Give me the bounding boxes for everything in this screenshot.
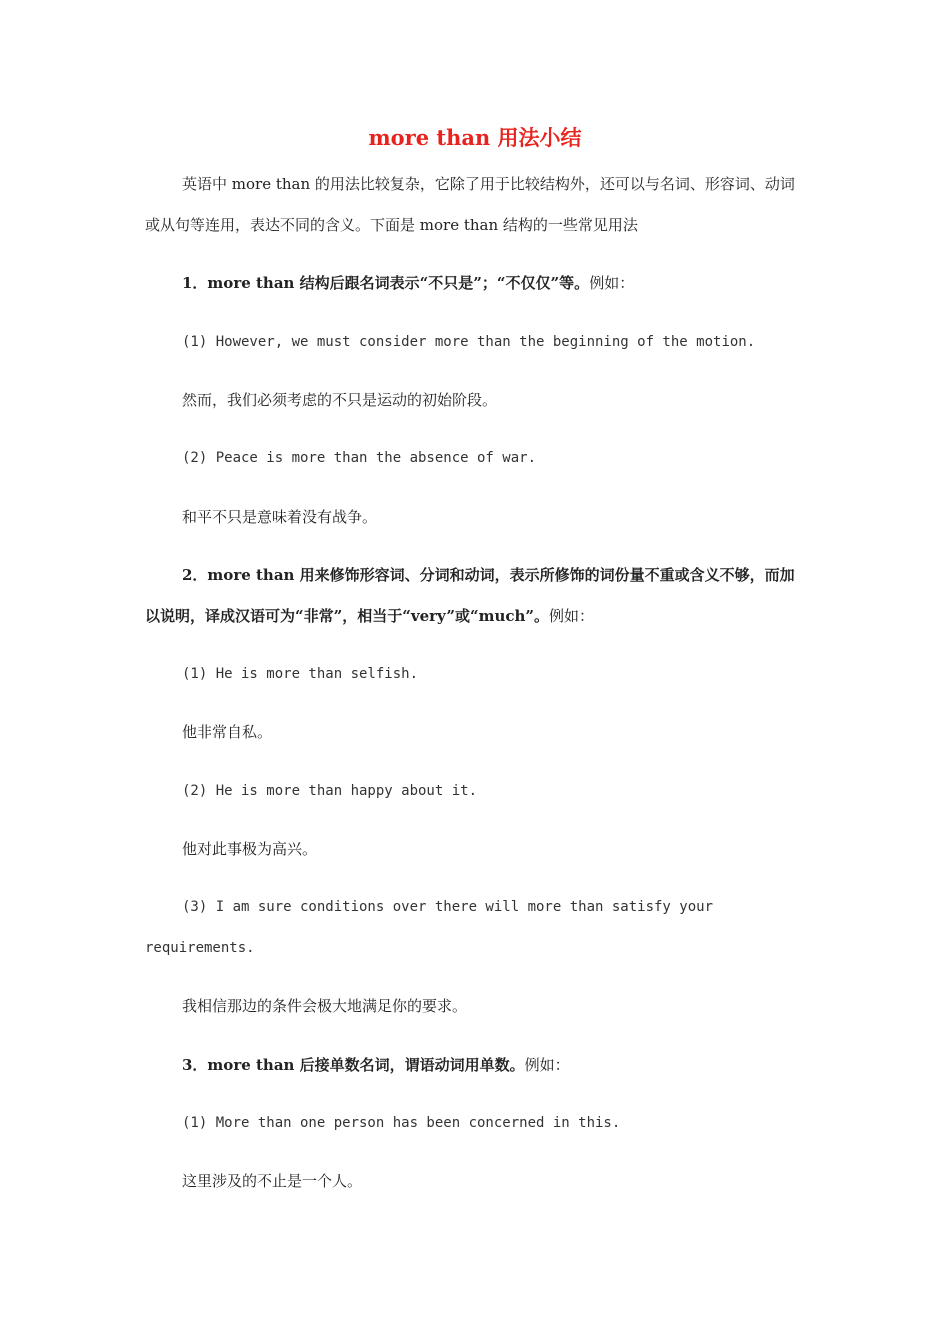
example-en: (2) He is more than happy about it. — [182, 783, 478, 799]
page-title: more than 用法小结 — [368, 125, 582, 150]
section-heading-tail: 例如： — [589, 274, 635, 292]
example-zh: 他对此事极为高兴。 — [182, 840, 318, 858]
section-heading-text: 3．more than 后接单数名词，谓语动词用单数。 — [182, 1056, 525, 1074]
example-en: (1) However, we must consider more than the beginning of the motion. — [182, 334, 756, 350]
section-1-heading — [145, 263, 807, 304]
section-heading-text: 2．more than 用来修饰形容词、分词和动词，表示所修饰的词份量不重或含义不够，而加以说明，译成汉语可为“非常”，相当于“very”或“much”。 — [145, 566, 795, 625]
section-3-heading — [145, 1045, 807, 1086]
section-heading-tail: 例如： — [549, 607, 595, 625]
section-2-heading — [145, 555, 807, 637]
section-heading-tail: 例如： — [524, 1056, 570, 1074]
example-en: (3) I am sure conditions over there will more than satisfy your requirements. — [145, 899, 714, 956]
example-zh: 我相信那边的条件会极大地满足你的要求。 — [182, 997, 468, 1015]
example-en: (1) More than one person has been concerned in this. — [182, 1115, 621, 1131]
example-en: (1) He is more than selfish. — [182, 666, 419, 682]
example-zh: 和平不只是意味着没有战争。 — [182, 508, 378, 526]
section-heading-text: 1．more than 结构后跟名词表示“不只是”；“不仅仅”等。 — [182, 274, 590, 292]
example-zh: 然而，我们必须考虑的不只是运动的初始阶段。 — [182, 391, 498, 409]
intro-paragraph: 英语中 more than 的用法比较复杂，它除了用于比较结构外，还可以与名词、形容词、动词或从句等连用，表达不同的含义。下面是 more than 结构的一些常见用法 — [145, 175, 795, 234]
example-zh: 这里涉及的不止是一个人。 — [182, 1172, 363, 1190]
example-zh: 他非常自私。 — [182, 723, 273, 741]
example-en: (2) Peace is more than the absence of war. — [182, 450, 537, 466]
